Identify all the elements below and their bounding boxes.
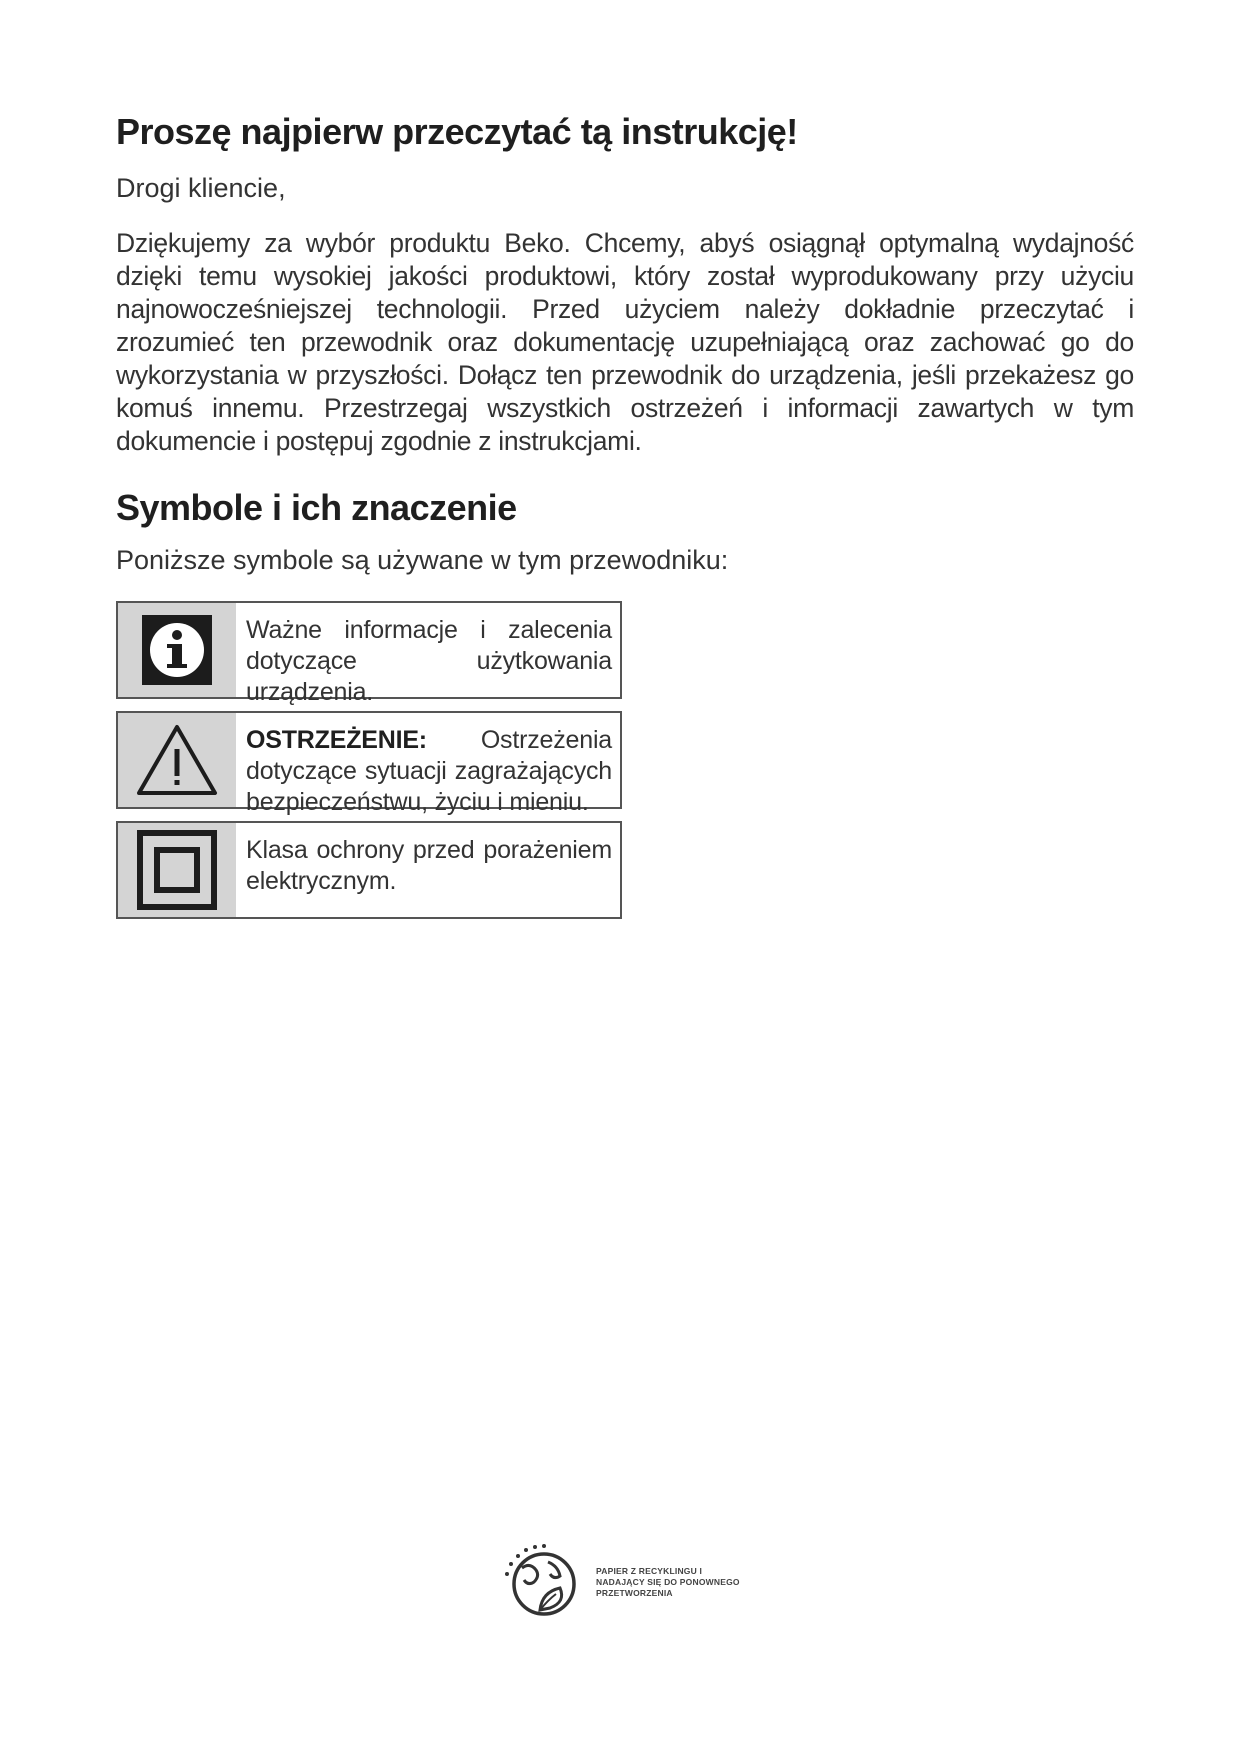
symbol-description-text: Ostrzeżenia dotyczące sytuacji zagrażających bezpieczeństwu, życiu i mieniu. (246, 726, 612, 816)
info-icon (142, 615, 212, 685)
symbol-cell (118, 823, 236, 917)
symbol-row-protection-class (116, 821, 622, 919)
symbol-description (236, 823, 620, 917)
recycled-paper-badge (500, 1540, 756, 1624)
page-content (116, 110, 1134, 577)
symbol-cell (118, 713, 236, 807)
double-insulation-icon (137, 830, 217, 910)
intro-paragraph: Dziękujemy za wybór produktu Beko. Chcemy, abyś osiągnął optymalną wydajność dzięki temu wysokiej jakości produktowi, który został wyprodukowany przy użyciu najnowocześniejszej technologii. Przed użyciem należy dokładnie przeczytać i zrozumieć ten przewodnik oraz dokumentację uzupełniającą oraz zachować go do wykorzystania w przyszłości. Dołącz ten przewodnik do urządzenia, jeśli przekażesz go komuś innemu. Przestrzegaj wszystkich ostrzeżeń i informacji zawartych w tym dokumencie i postępuj zgodnie z instrukcjami. (116, 228, 1134, 457)
symbol-cell (118, 603, 236, 697)
recycled-globe-leaf-icon (500, 1540, 584, 1624)
symbol-description-text: Ważne informacje i zalecenia dotyczące użytkowania urządzenia. (246, 616, 612, 706)
warning-label: OSTRZEŻENIE: (246, 726, 427, 754)
recycled-paper-label (596, 1566, 756, 1599)
warning-triangle-icon (135, 723, 219, 797)
greeting: Drogi kliencie, (116, 173, 286, 204)
symbol-row-info (116, 601, 622, 706)
symbols-table (116, 601, 622, 919)
symbols-intro: Poniższe symbole są używane w tym przewodniku: (116, 545, 729, 576)
recycled-paper-label-line: PRZETWORZENIA (596, 1587, 673, 1598)
symbol-description-text: Klasa ochrony przed porażeniem elektrycznym. (246, 836, 612, 895)
recycled-paper-label-line: NADAJĄCY SIĘ DO PONOWNEGO (596, 1576, 740, 1587)
symbols-heading: Symbole i ich znaczenie (116, 487, 517, 529)
symbol-row-warning (116, 711, 622, 816)
recycled-paper-label-line: PAPIER Z RECYKLINGU I (596, 1565, 703, 1576)
page-title: Proszę najpierw przeczytać tą instrukcję! (116, 111, 798, 152)
symbol-description (236, 603, 620, 706)
symbol-description (236, 713, 620, 816)
